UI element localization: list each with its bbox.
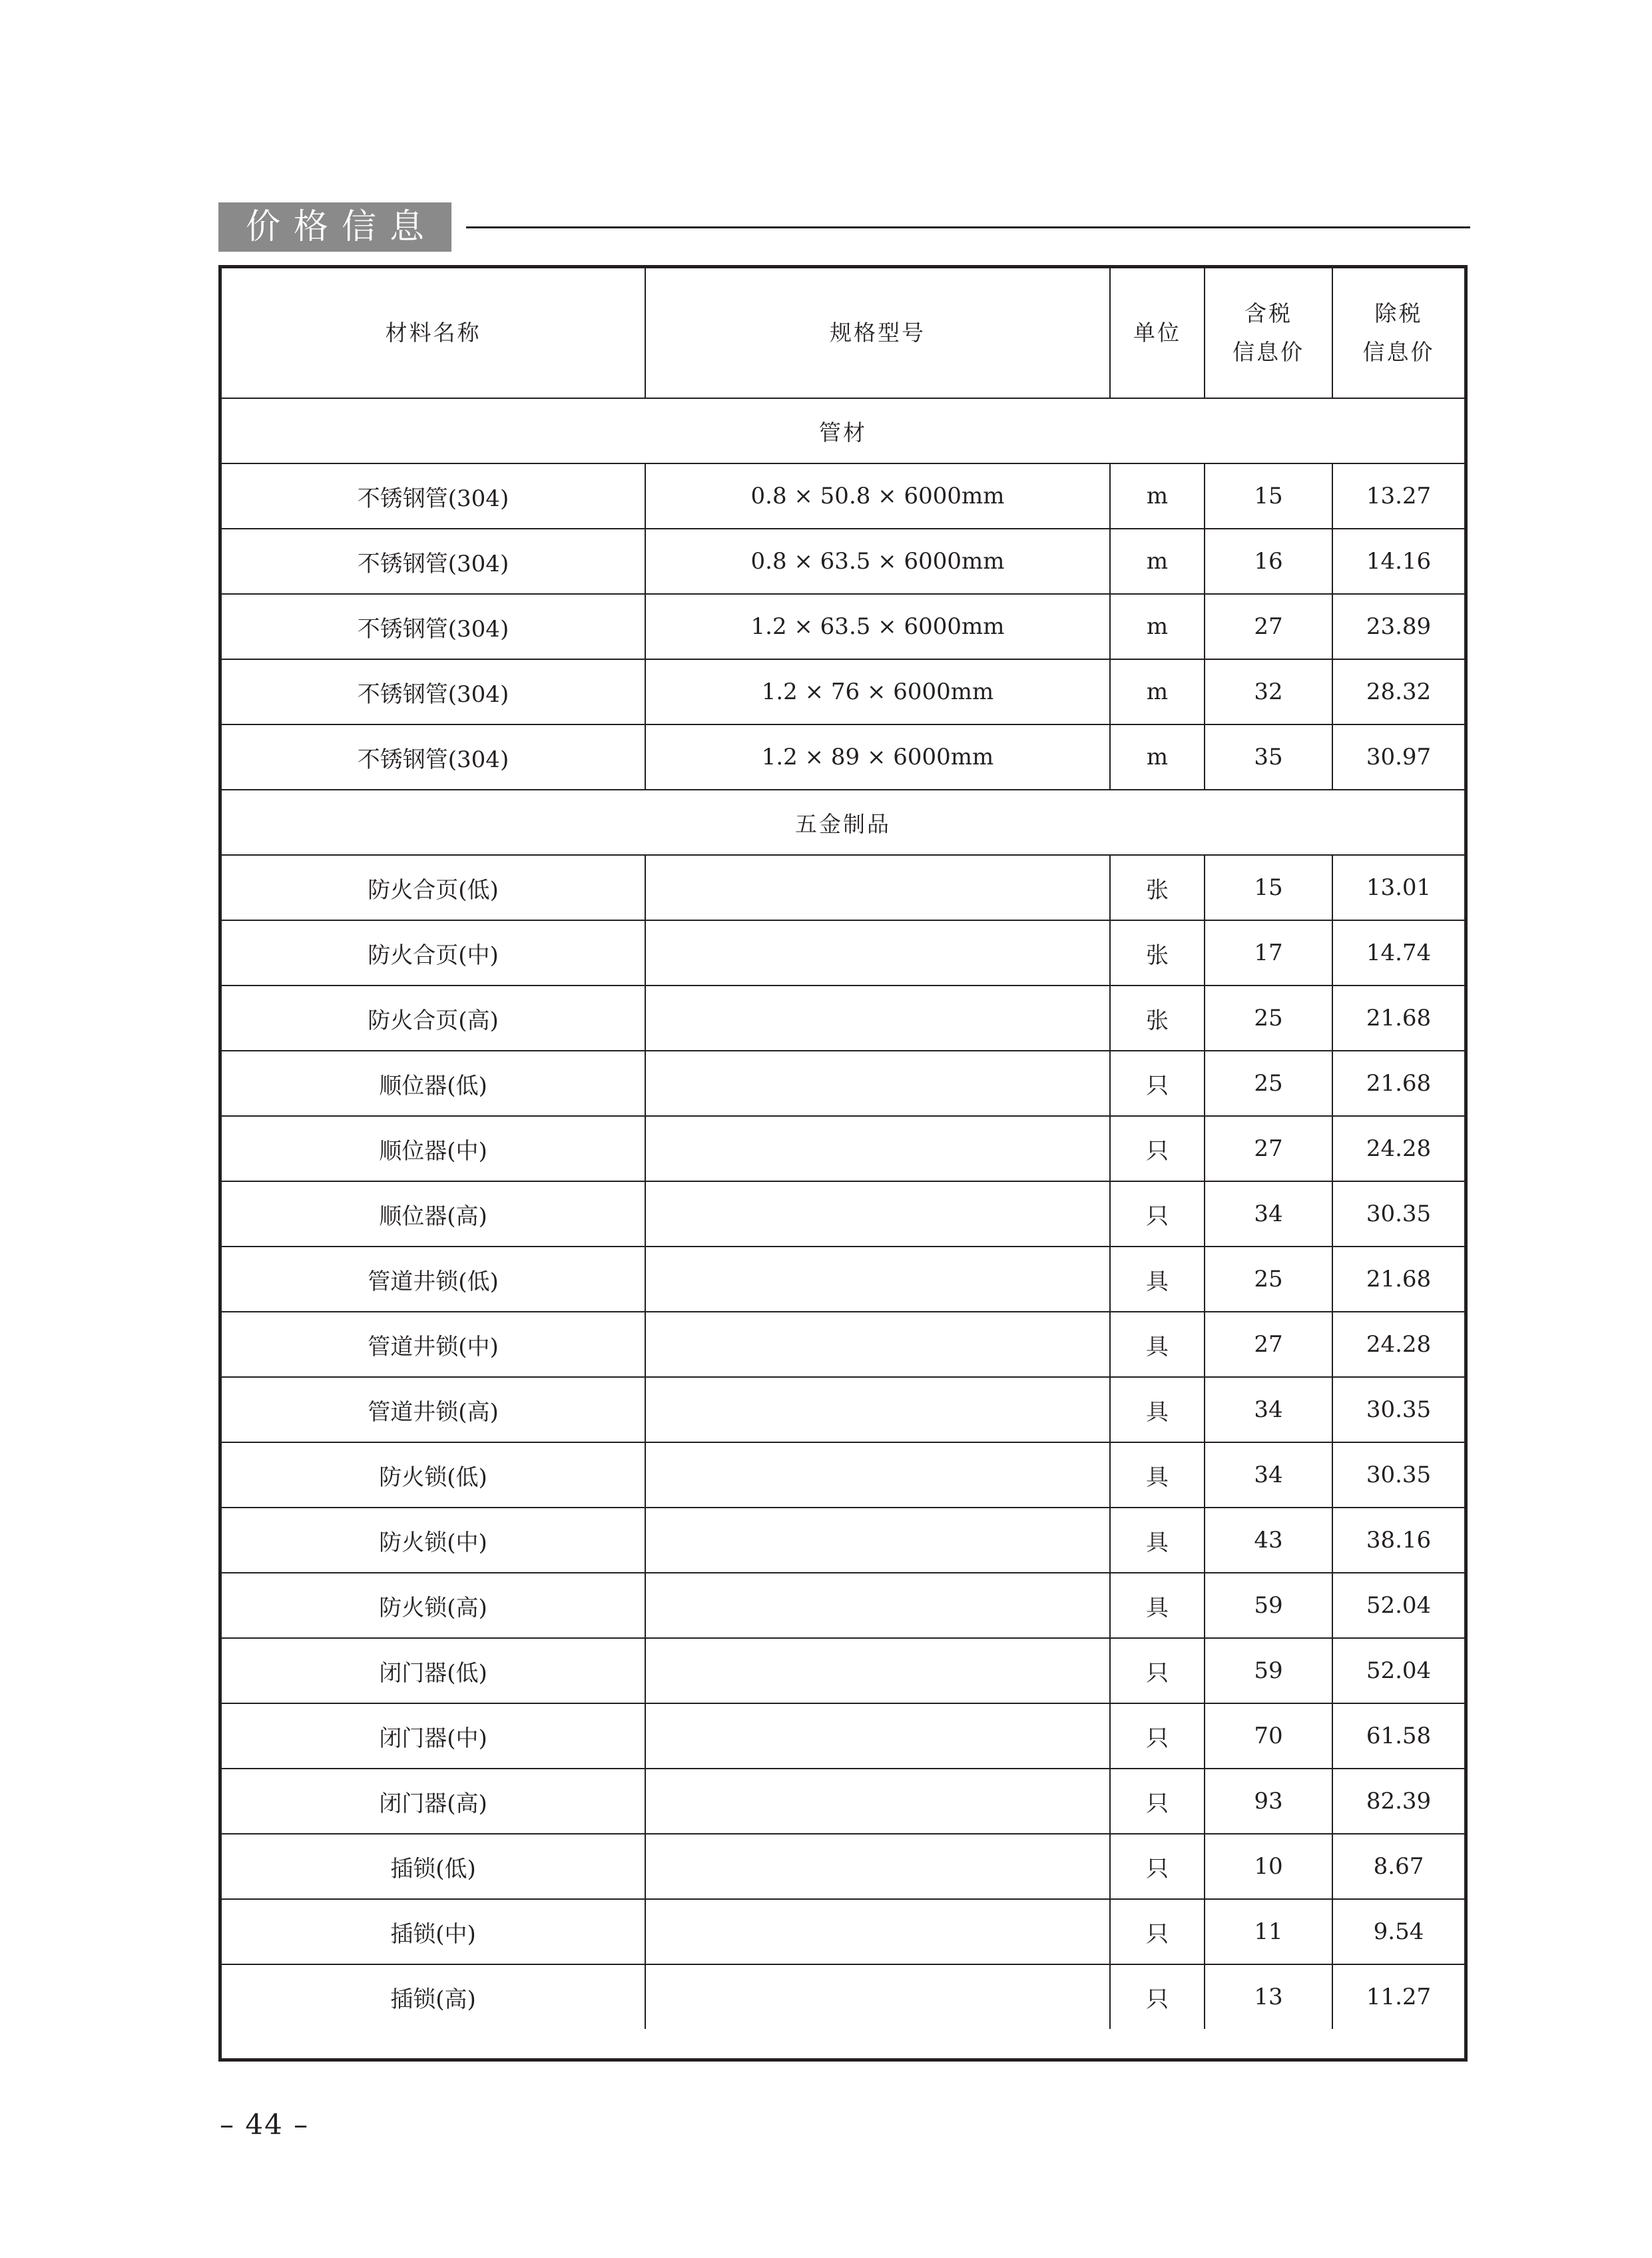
cell-price-without-tax: 30.35	[1332, 1181, 1464, 1247]
cell-material-name: 插锁(高)	[222, 1964, 645, 2029]
cell-material-name: 防火锁(高)	[222, 1573, 645, 1638]
cell-material-name: 顺位器(高)	[222, 1181, 645, 1247]
cell-unit: 具	[1110, 1508, 1205, 1573]
cell-price-with-tax: 32	[1205, 659, 1332, 724]
cell-price-without-tax: 30.35	[1332, 1442, 1464, 1508]
category-row	[222, 790, 1464, 855]
cell-unit: 张	[1110, 986, 1205, 1051]
cell-spec	[645, 920, 1110, 986]
cell-price-with-tax: 27	[1205, 1312, 1332, 1377]
cell-spec	[645, 1181, 1110, 1247]
cell-spec	[645, 1769, 1110, 1834]
price-table-body	[222, 268, 1464, 2029]
cell-price-without-tax: 14.16	[1332, 529, 1464, 594]
table-row	[222, 1181, 1464, 1247]
cell-unit: 只	[1110, 1769, 1205, 1834]
section-title: 价格信息	[218, 202, 451, 252]
cell-spec	[645, 1312, 1110, 1377]
cell-price-without-tax: 52.04	[1332, 1638, 1464, 1703]
cell-spec	[645, 855, 1110, 920]
table-header-row	[222, 268, 1464, 398]
price-table	[222, 268, 1464, 2029]
cell-price-without-tax: 14.74	[1332, 920, 1464, 986]
cell-unit: 只	[1110, 1899, 1205, 1964]
cell-material-name: 不锈钢管(304)	[222, 659, 645, 724]
cell-unit: 只	[1110, 1964, 1205, 2029]
cell-price-without-tax: 21.68	[1332, 986, 1464, 1051]
cell-price-without-tax: 82.39	[1332, 1769, 1464, 1834]
cell-price-with-tax: 93	[1205, 1769, 1332, 1834]
cell-price-without-tax: 28.32	[1332, 659, 1464, 724]
cell-material-name: 不锈钢管(304)	[222, 463, 645, 529]
cell-material-name: 防火合页(低)	[222, 855, 645, 920]
cell-material-name: 顺位器(中)	[222, 1116, 645, 1181]
cell-price-with-tax: 16	[1205, 529, 1332, 594]
cell-unit: 只	[1110, 1834, 1205, 1899]
cell-unit: 具	[1110, 1573, 1205, 1638]
table-row	[222, 1769, 1464, 1834]
cell-material-name: 管道井锁(高)	[222, 1377, 645, 1442]
header-price-without-tax	[1332, 268, 1464, 398]
cell-price-without-tax: 24.28	[1332, 1312, 1464, 1377]
cell-spec	[645, 1899, 1110, 1964]
cell-material-name: 闭门器(中)	[222, 1703, 645, 1769]
price-table-frame	[218, 265, 1468, 2062]
table-row	[222, 920, 1464, 986]
cell-price-with-tax: 59	[1205, 1573, 1332, 1638]
cell-price-with-tax: 25	[1205, 1051, 1332, 1116]
header-unit: 单位	[1110, 268, 1205, 398]
cell-material-name: 防火锁(低)	[222, 1442, 645, 1508]
cell-spec	[645, 1638, 1110, 1703]
cell-price-without-tax: 38.16	[1332, 1508, 1464, 1573]
table-row	[222, 1508, 1464, 1573]
cell-price-with-tax: 27	[1205, 594, 1332, 659]
cell-price-with-tax: 35	[1205, 724, 1332, 790]
header-price-with-tax	[1205, 268, 1332, 398]
header-price-with-tax-line1: 含税	[1244, 300, 1292, 326]
cell-price-with-tax: 15	[1205, 855, 1332, 920]
cell-material-name: 防火合页(中)	[222, 920, 645, 986]
cell-spec	[645, 1573, 1110, 1638]
cell-spec: 1.2 × 63.5 × 6000mm	[645, 594, 1110, 659]
table-row	[222, 594, 1464, 659]
category-label: 管材	[222, 398, 1464, 463]
cell-spec	[645, 1703, 1110, 1769]
table-row	[222, 659, 1464, 724]
table-row	[222, 1638, 1464, 1703]
cell-price-with-tax: 59	[1205, 1638, 1332, 1703]
cell-unit: 只	[1110, 1051, 1205, 1116]
cell-spec	[645, 1964, 1110, 2029]
cell-price-with-tax: 17	[1205, 920, 1332, 986]
cell-spec	[645, 1377, 1110, 1442]
table-row	[222, 1703, 1464, 1769]
cell-unit: m	[1110, 594, 1205, 659]
cell-material-name: 不锈钢管(304)	[222, 594, 645, 659]
cell-spec: 1.2 × 76 × 6000mm	[645, 659, 1110, 724]
cell-material-name: 管道井锁(中)	[222, 1312, 645, 1377]
table-row	[222, 1899, 1464, 1964]
cell-price-without-tax: 30.97	[1332, 724, 1464, 790]
cell-spec	[645, 1834, 1110, 1899]
cell-spec: 0.8 × 63.5 × 6000mm	[645, 529, 1110, 594]
page-number: – 44 –	[220, 2108, 310, 2141]
table-row	[222, 1247, 1464, 1312]
category-label: 五金制品	[222, 790, 1464, 855]
cell-price-with-tax: 27	[1205, 1116, 1332, 1181]
cell-price-with-tax: 34	[1205, 1377, 1332, 1442]
cell-price-with-tax: 25	[1205, 1247, 1332, 1312]
cell-price-without-tax: 13.27	[1332, 463, 1464, 529]
cell-price-with-tax: 11	[1205, 1899, 1332, 1964]
cell-price-without-tax: 8.67	[1332, 1834, 1464, 1899]
section-divider	[466, 226, 1470, 228]
table-row	[222, 529, 1464, 594]
cell-unit: 具	[1110, 1442, 1205, 1508]
cell-material-name: 防火合页(高)	[222, 986, 645, 1051]
cell-price-without-tax: 13.01	[1332, 855, 1464, 920]
section-header	[218, 202, 1470, 252]
cell-unit: 具	[1110, 1377, 1205, 1442]
table-row	[222, 463, 1464, 529]
header-material-name: 材料名称	[222, 268, 645, 398]
table-row	[222, 986, 1464, 1051]
cell-spec	[645, 1247, 1110, 1312]
cell-price-with-tax: 43	[1205, 1508, 1332, 1573]
cell-unit: 张	[1110, 855, 1205, 920]
table-row	[222, 1834, 1464, 1899]
cell-price-without-tax: 21.68	[1332, 1051, 1464, 1116]
cell-unit: 张	[1110, 920, 1205, 986]
table-row	[222, 1964, 1464, 2029]
cell-price-without-tax: 21.68	[1332, 1247, 1464, 1312]
cell-spec	[645, 1051, 1110, 1116]
category-row	[222, 398, 1464, 463]
cell-unit: m	[1110, 659, 1205, 724]
cell-price-with-tax: 34	[1205, 1442, 1332, 1508]
cell-material-name: 闭门器(低)	[222, 1638, 645, 1703]
cell-material-name: 闭门器(高)	[222, 1769, 645, 1834]
cell-material-name: 管道井锁(低)	[222, 1247, 645, 1312]
cell-price-with-tax: 25	[1205, 986, 1332, 1051]
cell-price-without-tax: 11.27	[1332, 1964, 1464, 2029]
cell-spec: 0.8 × 50.8 × 6000mm	[645, 463, 1110, 529]
table-row	[222, 1573, 1464, 1638]
cell-price-with-tax: 13	[1205, 1964, 1332, 2029]
cell-price-with-tax: 10	[1205, 1834, 1332, 1899]
cell-spec	[645, 1442, 1110, 1508]
cell-unit: 具	[1110, 1247, 1205, 1312]
cell-material-name: 插锁(中)	[222, 1899, 645, 1964]
table-row	[222, 1051, 1464, 1116]
table-row	[222, 1442, 1464, 1508]
table-row	[222, 855, 1464, 920]
cell-unit: 只	[1110, 1703, 1205, 1769]
cell-price-with-tax: 15	[1205, 463, 1332, 529]
cell-unit: m	[1110, 463, 1205, 529]
cell-spec	[645, 1116, 1110, 1181]
cell-unit: m	[1110, 724, 1205, 790]
cell-unit: 只	[1110, 1638, 1205, 1703]
cell-price-without-tax: 24.28	[1332, 1116, 1464, 1181]
header-price-without-tax-line1: 除税	[1374, 300, 1423, 326]
cell-price-with-tax: 34	[1205, 1181, 1332, 1247]
cell-price-without-tax: 61.58	[1332, 1703, 1464, 1769]
cell-material-name: 顺位器(低)	[222, 1051, 645, 1116]
cell-spec: 1.2 × 89 × 6000mm	[645, 724, 1110, 790]
cell-price-with-tax: 70	[1205, 1703, 1332, 1769]
cell-unit: 只	[1110, 1181, 1205, 1247]
header-price-with-tax-line2: 信息价	[1233, 339, 1304, 365]
table-row	[222, 724, 1464, 790]
cell-price-without-tax: 9.54	[1332, 1899, 1464, 1964]
cell-price-without-tax: 52.04	[1332, 1573, 1464, 1638]
cell-material-name: 防火锁(中)	[222, 1508, 645, 1573]
table-row	[222, 1312, 1464, 1377]
table-row	[222, 1116, 1464, 1181]
cell-material-name: 不锈钢管(304)	[222, 529, 645, 594]
header-spec: 规格型号	[645, 268, 1110, 398]
cell-unit: 具	[1110, 1312, 1205, 1377]
header-price-without-tax-line2: 信息价	[1362, 339, 1435, 365]
table-row	[222, 1377, 1464, 1442]
cell-unit: 只	[1110, 1116, 1205, 1181]
cell-price-without-tax: 30.35	[1332, 1377, 1464, 1442]
cell-price-without-tax: 23.89	[1332, 594, 1464, 659]
cell-material-name: 不锈钢管(304)	[222, 724, 645, 790]
cell-unit: m	[1110, 529, 1205, 594]
cell-spec	[645, 986, 1110, 1051]
cell-material-name: 插锁(低)	[222, 1834, 645, 1899]
cell-spec	[645, 1508, 1110, 1573]
